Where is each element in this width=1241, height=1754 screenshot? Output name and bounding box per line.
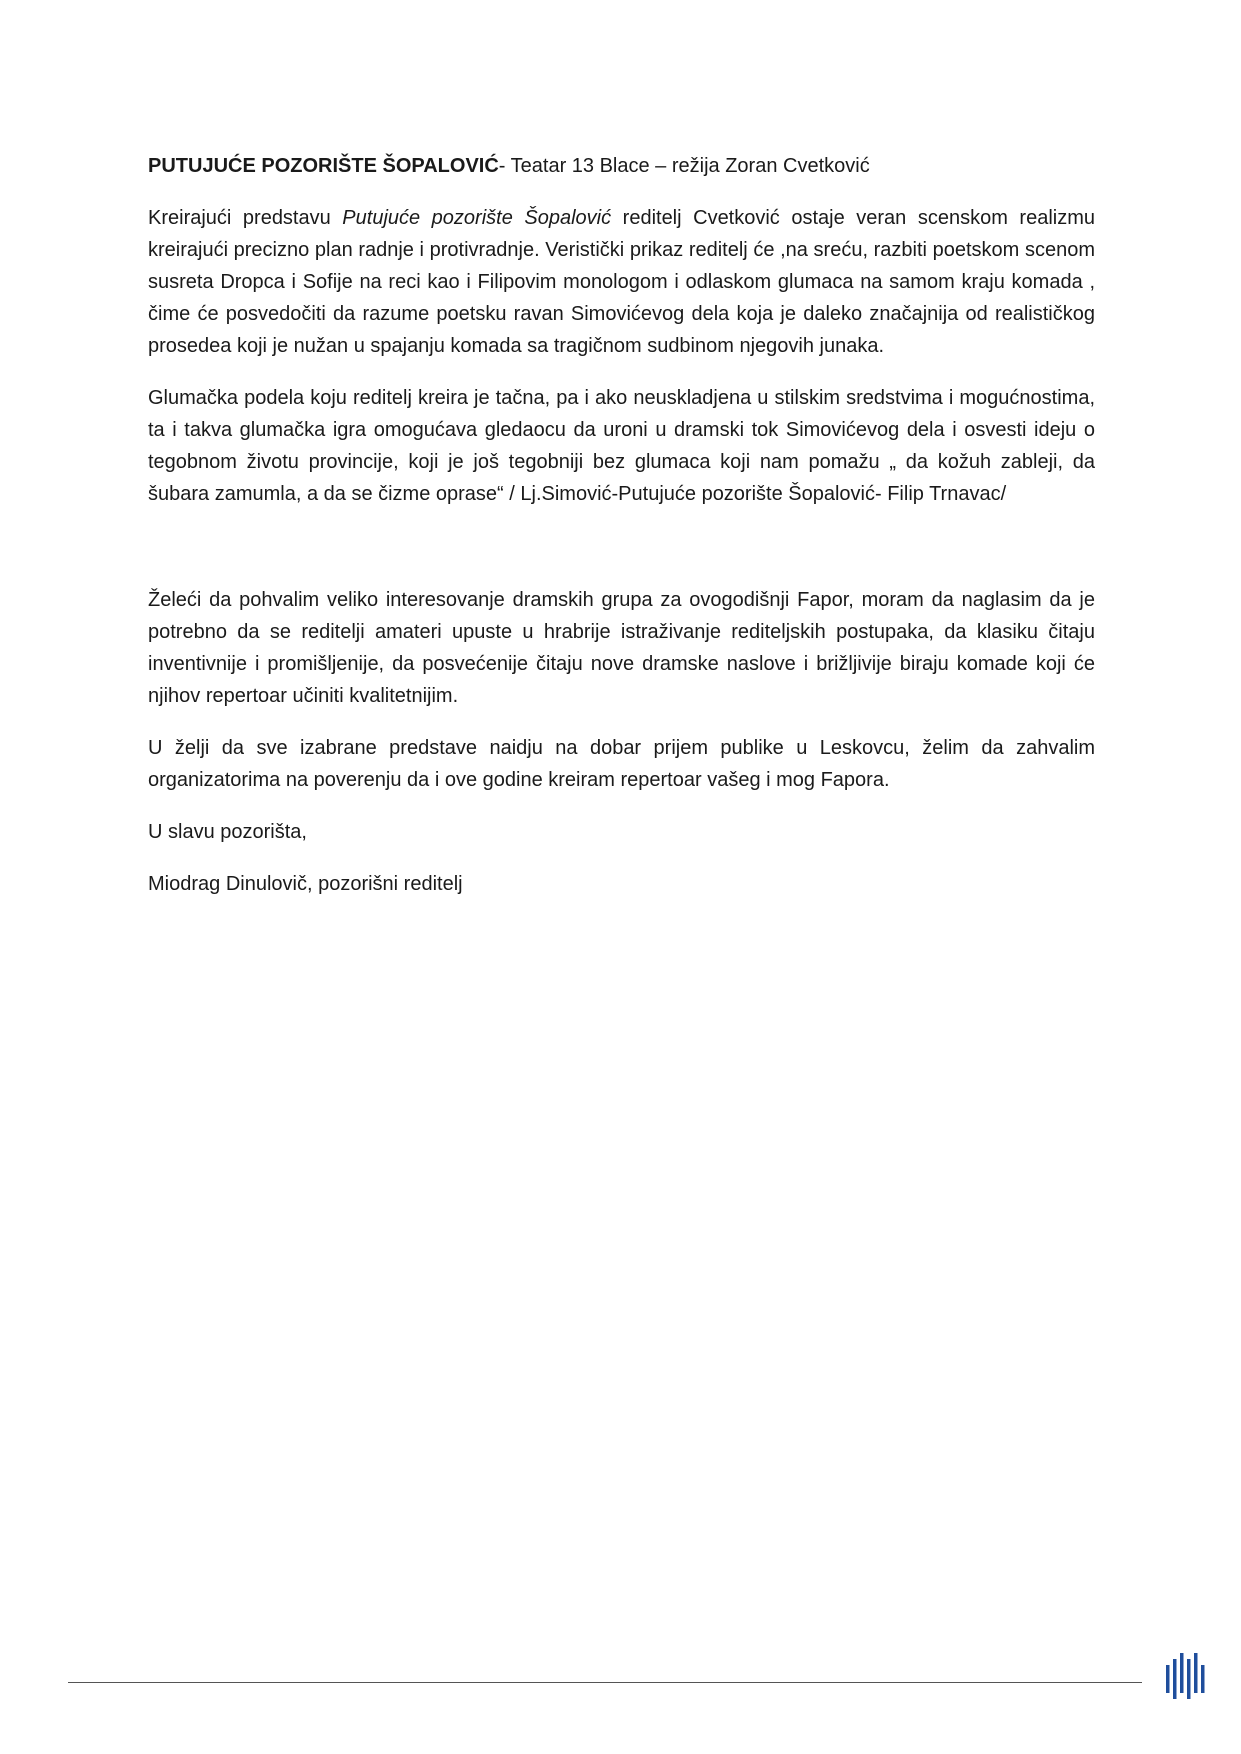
play-title: PUTUJUĆE POZORIŠTE ŠOPALOVIĆ [148,155,499,177]
closing-line: U slavu pozorišta, [148,821,307,843]
section-spacer [148,530,1095,584]
paragraph-cast: Glumačka podela koju reditelj kreira je tačna, pa i ako neuskladjena u stilskim sredstvima i mogućnostima, ta i takva glumačka igra omogućava gledaocu da uroni u dramski tok Simovićevog dela i osvesti ideju o tegobnom životu provincije, koji je još tegobniji bez glumaca koji nam pomažu „ da kožuh zableji, da šubara zamumla, a da se čizme oprase“ / Lj.Simović-Putujuće pozorište Šopalović- Filip Trnavac/ [148,387,1095,505]
document-body [148,150,1095,920]
paragraph-1-start: Kreirajući predstavu [148,207,343,229]
paragraph-1-end: reditelj Cvetković ostaje veran scenskom realizmu kreirajući precizno plan radnje i protivradnje. Veristički prikaz reditelj će ,na sreću, razbiti poetskom scenom susreta Dropca i Sofije na reci kao i Filipovim monologom i odlaskom glumaca na samom kraju komada , čime će posvedočiti da razume poetsku ravan Simovićevog dela koja je daleko značajnija od realističkog prosedea koji je nužan u spajanju komada sa tragičnom sudbinom njegovih junaka. [148,207,1096,357]
paragraph-thanks: U želji da sve izabrane predstave naidju na dobar prijem publike u Leskovcu, želim da zahvalim organizatorima na poverenju da i ove godine kreiram repertoar vašeg i mog Fapora. [148,737,1095,791]
paragraph-general: Želeći da pohvalim veliko interesovanje dramskih grupa za ovogodišnji Fapor, moram da naglasim da je potrebno da se reditelji amateri upuste u hrabrije istraživanje rediteljskih postupaka, da klasiku čitaju inventivnije i promišljenije, da posvećenije čitaju nove dramske naslove i brižljivije biraju komade koji će njihov repertoar učiniti kvalitetnijim. [148,589,1095,707]
review-heading [148,150,1095,182]
paragraph-direction [148,202,1095,362]
play-title-italic: Putujuće pozorište Šopalović [342,207,612,229]
signature-line: Miodrag Dinulovič, pozorišni reditelj [148,873,463,895]
heading-details: - Teatar 13 Blace – režija Zoran Cvetković [498,155,870,177]
theatre-bars-logo-icon [1165,1651,1207,1699]
footer-divider [68,1682,1142,1683]
